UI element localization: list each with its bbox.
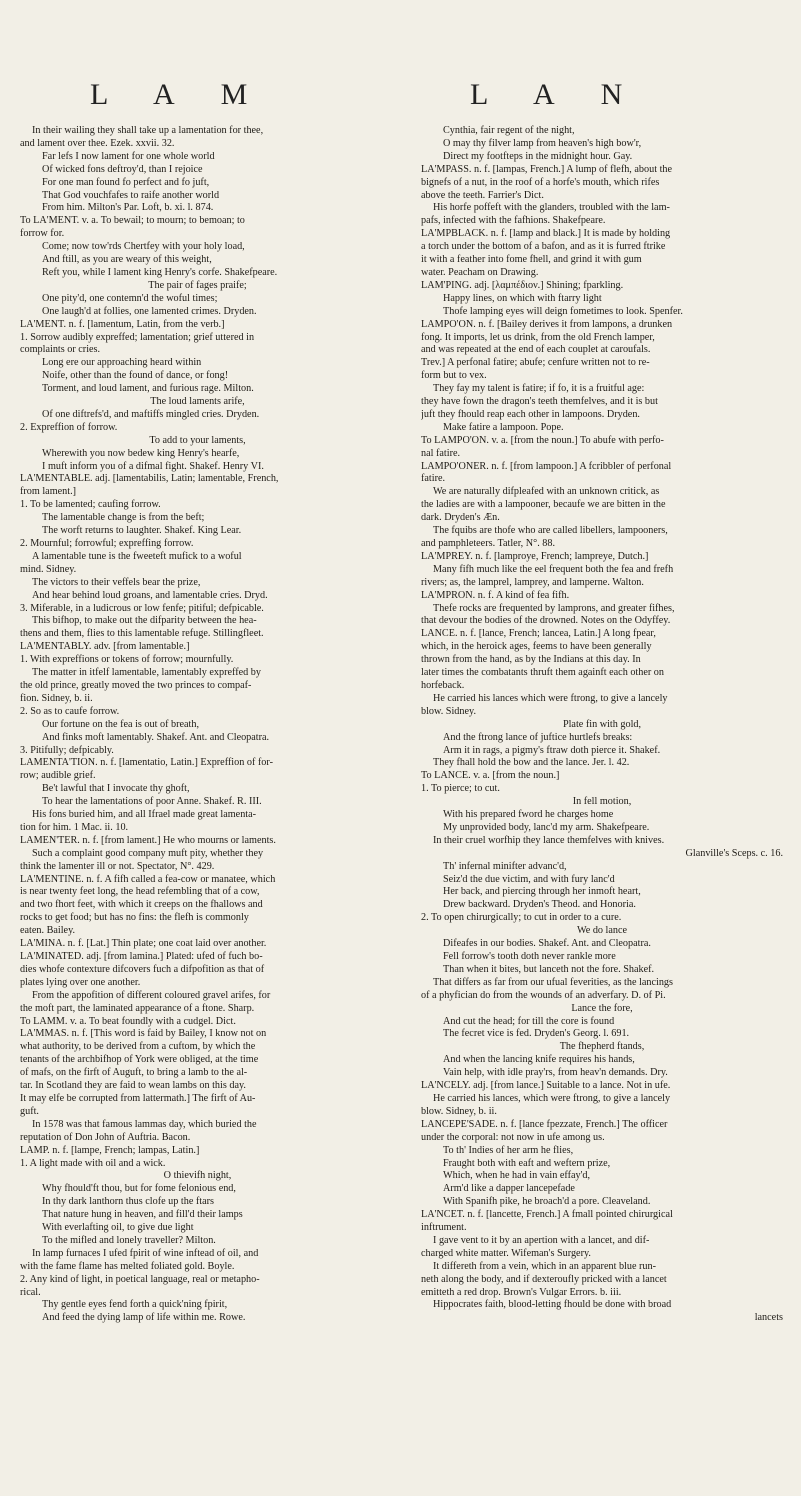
text-line: Plate fin with gold, [562,718,642,730]
text-line: dark. Dryden's Æn. [421,512,500,524]
text-line: tar. In Scotland they are faid to wean lambs on this day. [20,1080,246,1092]
running-head-right: L A N [470,78,643,111]
text-line: I muft inform you of a difmal fight. Shakef. Henry VI. [42,460,264,472]
text-line: One laugh'd at follies, one lamented crimes. Dryden. [42,305,257,317]
text-line: neth along the body, and if dexteroufly pricked with a lancet [421,1273,667,1285]
text-line: We do lance [576,925,628,937]
text-line: Drew backward. Dryden's Theod. and Honoria. [443,899,636,911]
text-line: LA'MPBLACK. n. f. [lamp and black.] It is made by holding [421,228,671,240]
text-line: mind. Sidney. [20,563,77,575]
text-line: And cut the head; for till the core is found [443,1015,615,1027]
text-line: The fquibs are thofe who are called libellers, lampooners, [433,525,668,537]
text-line: of mafs, on the firft of Auguft, to bring a lamb to the al- [20,1067,248,1079]
text-line: The fecret vice is fed. Dryden's Georg. l. 691. [443,1028,630,1040]
text-line: The worft returns to laughter. Shakef. King Lear. [42,525,242,537]
text-line: charged white matter. Wifeman's Surgery. [421,1247,591,1259]
text-line: emitteth a red drop. Brown's Vulgar Errors. b. iii. [421,1286,622,1298]
text-line: LA'NCELY. adj. [from lance.] Suitable to a lance. Not in ufe. [421,1080,671,1092]
text-line: Th' infernal minifter advanc'd, [443,860,567,872]
text-line: bignefs of a nut, in the roof of a horfe's mouth, which rifes [421,176,660,188]
text-line: nal fatire. [421,447,461,459]
text-line: It may elfe be corrupted from lattermath.] The firft of Au- [20,1092,256,1104]
text-line: And finks moft lamentably. Shakef. Ant. and Cleopatra. [42,731,270,743]
text-line: blow. Sidney, b. ii. [421,1105,497,1117]
text-line: To LA'MENT. v. a. To bewail; to mourn; to bemoan; to [20,215,245,227]
text-line: tion for him. 1 Mac. ii. 10. [20,821,129,833]
text-line: Vain help, with idle pray'rs, from heav'n demands. Dry. [443,1067,668,1079]
text-line: A lamentable tune is the fweeteft mufick to a woful [32,550,242,562]
text-line: 1. Sorrow audibly expreffed; lamentation; grief uttered in [20,331,255,343]
text-line: pafs, infected with the fafhions. Shakefpeare. [421,215,606,227]
text-line: LA'MPRON. n. f. A kind of fea fifh. [421,589,570,601]
text-line: He carried his lances, which were ftrong, to give a lancely [433,1092,671,1104]
text-line: it with a feather into fome fhell, and grind it with gum [421,254,642,266]
text-line: Glanville's Sceps. c. 16. [685,847,783,859]
text-line: His fons buried him, and all Ifrael made great lamenta- [32,809,257,821]
text-line: which, in the heroick ages, feems to have been generally [421,641,652,653]
text-line: They fhall hold the bow and the lance. Jer. l. 42. [433,757,630,769]
text-line: 2. Mournful; forrowful; expreffing forrow. [20,538,194,549]
text-line: To LAMM. v. a. To beat foundly with a cudgel. Dict. [20,1015,236,1027]
text-line: Of wicked fons deftroy'd, than I rejoice [42,163,203,175]
text-line: Such a complaint good company muft pity, whether they [32,847,264,859]
text-line: rivers; as, the lamprel, lamprey, and lamperne. Walton. [421,576,644,588]
text-line: The matter in itfelf lamentable, lamentably expreffed by [32,667,261,679]
text-line: In 1578 was that famous lammas day, which buried the [32,1118,257,1130]
text-line: Than when it bites, but lanceth not the fore. Shakef. [443,963,655,975]
text-line: reputation of Don John of Auftria. Bacon. [20,1131,191,1143]
text-line: Far lefs I now lament for one whole world [42,150,215,162]
text-line: The victors to their veffels bear the prize, [32,576,201,588]
text-line: rical. [20,1286,41,1298]
text-line: Arm'd like a dapper lancepefade [443,1183,575,1195]
text-line: Direct my footfteps in the midnight hour. Gay. [443,150,633,162]
text-line: Thofe lamping eyes will deign fometimes to look. Spenfer. [443,305,683,317]
text-line: That nature hung in heaven, and fill'd their lamps [42,1209,243,1221]
text-line: LAMP. n. f. [lampe, French; lampas, Latin.] [20,1144,200,1156]
text-line: thens and them, flies to this lamentable refuge. Stillingfleet. [20,628,264,640]
text-line: Wherewith you now bedew king Henry's hearfe, [42,447,240,459]
text-line: To hear the lamentations of poor Anne. Shakef. R. III. [42,796,262,808]
text-line: Our fortune on the fea is out of breath, [42,718,200,730]
text-line: row; audible grief. [20,770,96,782]
text-line: O may thy filver lamp from heaven's high bow'r, [443,137,642,149]
text-line: My unprovided body, lanc'd my arm. Shakefpeare. [443,821,650,833]
text-line: LANCE. n. f. [lance, French; lancea, Latin.] A long fpear, [421,628,656,640]
left-column [20,125,375,1325]
text-line: 2. So as to caufe forrow. [20,705,120,717]
text-line: and two fhort feet, with which it creeps on the fhallows and [20,899,263,911]
text-line: Make fatire a lampoon. Pope. [443,421,564,433]
text-line: To add to your laments, [149,434,246,446]
text-line: LA'NCET. n. f. [lancette, French.] A fmall pointed chirurgical [421,1209,673,1221]
text-line: With his prepared fword he charges home [443,809,614,821]
text-line: For one man found fo perfect and fo juft, [42,176,210,188]
text-line: To the mifled and lonely traveller? Milton. [42,1234,216,1246]
text-line: I gave vent to it by an apertion with a lancet, and dif- [433,1234,650,1246]
text-line: The loud laments arife, [150,396,245,408]
text-line: Thefe rocks are frequented by lamprons, and greater fifhes, [433,602,675,614]
text-line: the old prince, greatly moved the two princes to compaf- [20,679,252,691]
text-line: Lance the fore, [571,1002,633,1014]
text-line: LAMENTA'TION. n. f. [lamentatio, Latin.] Expreffion of for- [20,757,273,769]
text-line: Fraught both with eaft and weftern prize, [443,1157,611,1169]
text-line: 1. To be lamented; caufing forrow. [20,499,161,511]
text-line: Difeafes in our bodies. Shakef. Ant. and Cleopatra. [443,938,651,950]
text-line: 1. A light made with oil and a wick. [20,1157,166,1169]
text-line: fong. It imports, let us drink, from the old French lamper, [421,331,655,343]
text-line: 3. Miferable, in a ludicrous or low fenfe; pitiful; defpicable. [20,602,264,614]
text-line: Be't lawful that I invocate thy ghoft, [42,783,190,795]
text-line: The pair of fages praife; [148,279,247,291]
text-line: His horfe poffeft with the glanders, troubled with the lam- [433,202,670,214]
text-line: We are naturally difpleafed with an unknown critick, as [433,486,660,498]
text-line: blow. Sidney. [421,705,476,717]
text-line: And the ftrong lance of juftice hurtlefs breaks: [443,731,633,743]
text-line: the ladies are with a lampooner, becaufe we are bitten in the [421,499,666,511]
text-line: from lament.] [20,486,77,498]
text-line: and was repeated at the end of each couplet at caroufals. [421,344,651,356]
text-line: they have fown the dragon's teeth themfelves, and it is but [421,396,658,408]
text-line: Many fifh much like the eel frequent both the fea and frefh [433,563,674,575]
text-line: To LANCE. v. a. [from the noun.] [421,770,560,782]
text-line: eaten. Bailey. [20,925,76,937]
text-line: thrown from the hand, as by the Indians at this day. In [421,654,641,666]
text-line: of a phyfician do from the wounds of an adverfary. D. of Pi. [421,989,666,1001]
text-line: Her back, and piercing through her inmoft heart, [443,886,641,898]
text-line: LA'MPREY. n. f. [lamproye, French; lampreye, Dutch.] [421,550,649,562]
text-line: Long ere our approaching heard within [42,357,202,369]
text-line: fatire. [421,473,446,485]
text-line: Seiz'd the due victim, and with fury lanc'd [443,873,615,885]
right-column [421,125,783,1325]
text-line: form but to vex. [421,370,487,382]
text-line: guft. [20,1105,39,1117]
text-line: juft they fhould reap each other in lampoons. Dryden. [421,408,640,420]
text-line: and pamphleteers. Tatler, N°. 88. [421,538,556,549]
text-line: forrow for. [20,228,65,240]
text-line: fion. Sidney, b. ii. [20,692,93,704]
text-line: And when the lancing knife requires his hands, [443,1054,635,1066]
text-line: Noife, other than the found of dance, or fong! [42,370,229,382]
text-line: From him. Milton's Par. Loft, b. xi. l. 874. [42,202,214,214]
text-line: what authority, to be derived from a cuftom, by which the [20,1041,256,1053]
text-line: From the appofition of different coloured gravel arifes, for [32,989,271,1001]
text-line: With Spanifh pike, he broach'd a pore. Cleaveland. [443,1196,651,1208]
text-line: under the corporal: not now in ufe among us. [421,1131,605,1143]
text-line: rocks to get food; but has no fins: the flefh is commonly [20,912,249,924]
text-line: LA'MPASS. n. f. [lampas, French.] A lump of flefh, about the [421,163,673,175]
text-line: In lamp furnaces I ufed fpirit of wine inftead of oil, and [32,1247,259,1259]
text-line: Thy gentle eyes fend forth a quick'ning fpirit, [42,1299,228,1311]
text-line: LA'MMAS. n. f. [This word is faid by Bailey, I know not on [20,1028,267,1040]
text-line: LA'MENTABLY. adv. [from lamentable.] [20,641,190,653]
text-line: inftrument. [421,1222,467,1234]
text-line: LA'MENTINE. n. f. A fifh called a fea-cow or manatee, which [20,873,276,885]
text-line: In their wailing they shall take up a lamentation for thee, [32,125,264,136]
text-line: In thy dark lanthorn thus clofe up the ftars [42,1196,215,1208]
text-line: And hear behind loud groans, and lamentable cries. Dryd. [32,589,268,601]
text-line: Happy lines, on which with ftarry light [443,292,602,304]
text-line: It differeth from a vein, which in an apparent blue run- [433,1260,657,1272]
text-line: 2. To open chirurgically; to cut in order to a cure. [421,912,622,924]
text-line: LA'MENT. n. f. [lamentum, Latin, from the verb.] [20,318,225,330]
text-line: that devour the bodies of the drowned. Notes on the Odyffey. [421,615,671,627]
text-line: Trev.] A perfonal fatire; abufe; cenfure written not to re- [421,357,650,369]
text-line: above the teeth. Farrier's Dict. [421,189,544,201]
text-line: That God vouchfafes to raife another world [42,189,220,201]
running-header [0,78,801,118]
text-line: Torment, and loud lament, and furious rage. Milton. [42,383,254,395]
text-line: complaints or cries. [20,344,101,356]
text-line: Hippocrates faith, blood-letting fhould be done with broad [433,1299,672,1311]
text-line: LA'MENTABLE. adj. [lamentabilis, Latin; lamentable, French, [20,473,279,485]
text-line: Fell forrow's tooth doth never rankle more [443,951,616,962]
text-line: 2. Any kind of light, in poetical language, real or metapho- [20,1273,260,1285]
text-line: 2. Expreffion of forrow. [20,421,118,433]
text-line: O thievifh night, [163,1170,232,1182]
text-line: To LAMPO'ON. v. a. [from the noun.] To abufe with perfo- [421,434,664,446]
text-line: This bifhop, to make out the difparity between the hea- [32,615,257,627]
text-line: Cynthia, fair regent of the night, [443,125,575,136]
text-line: One pity'd, one contemn'd the woful times; [42,292,218,304]
text-line: later times the combatants thruft them againft each other on [421,667,664,679]
text-line: They fay my talent is fatire; if fo, it is a fruitful age: [433,383,645,395]
text-line: With everlafting oil, to give due light [42,1222,194,1234]
text-line: LA'MINATED. adj. [from lamina.] Plated: ufed of fuch bo- [20,951,263,962]
text-line: The fhepherd ftands, [559,1041,645,1053]
text-line: LAM'PING. adj. [λαμπέδιον.] Shining; fparkling. [421,279,624,291]
text-line: 3. Pitifully; defpicably. [20,744,114,756]
text-line: LA'MINA. n. f. [Lat.] Thin plate; one coat laid over another. [20,938,267,950]
text-line: In their cruel worfhip they lance themfelves with knives. [433,834,665,846]
text-line: plates lying over one another. [20,976,141,988]
text-line: Of one diftrefs'd, and maftiffs mingled cries. Dryden. [42,408,260,420]
text-line: The lamentable change is from the beft; [42,512,205,524]
text-line: the moft part, the laminated appearance of a ftone. Sharp. [20,1002,255,1014]
text-line: is near twenty feet long, the head refembling that of a cow, [20,886,260,898]
text-line: LAMPO'ONER. n. f. [from lampoon.] A fcribbler of perfonal [421,460,672,472]
text-line: dies whofe contexture difcovers fuch a difpofition as that of [20,963,265,975]
text-line: horfeback. [421,679,465,691]
text-line: LAMPO'ON. n. f. [Bailey derives it from lampons, a drunken [421,318,673,330]
text-line: think the lamenter ill or not. Spectator, N°. 429. [20,860,215,872]
text-line: And feed the dying lamp of life within me. Rowe. [42,1312,246,1324]
text-line: That differs as far from our ufual feverities, as the lancings [433,976,673,988]
text-line: a torch under the bottom of a bafon, and as it is furred ftrike [421,241,666,253]
text-line: Arm it in rags, a pigmy's ftraw doth pierce it. Shakef. [443,744,661,756]
text-line: To th' Indies of her arm he flies, [443,1144,574,1156]
text-line: LAMEN'TER. n. f. [from lament.] He who mourns or laments. [20,834,276,846]
text-line: tenants of the archbifhop of York were obliged, at the time [20,1054,259,1066]
text-line: Reft you, while I lament king Henry's corfe. Shakefpeare. [42,266,278,278]
text-line: Why fhould'ft thou, but for fome felonious end, [42,1183,236,1195]
running-head-left: L A M [90,78,268,111]
text-line: Which, when he had in vain effay'd, [443,1170,591,1182]
text-line: and lament over thee. Ezek. xxvii. 32. [20,137,175,149]
text-line: 1. To pierce; to cut. [421,783,500,795]
text-line: with the fame flame has melted foliated gold. Boyle. [20,1260,235,1272]
text-line: 1. With expreffions or tokens of forrow; mournfully. [20,654,234,666]
text-line: water. Peacham on Drawing. [421,266,539,278]
text-line: In fell motion, [572,796,632,808]
text-line: Come; now tow'rds Chertfey with your holy load, [42,241,245,253]
text-line: lancets [754,1312,783,1324]
text-line: He carried his lances which were ftrong, to give a lancely [433,692,668,704]
text-line: LANCEPE'SADE. n. f. [lance fpezzate, French.] The officer [421,1118,668,1130]
text-line: And ftill, as you are weary of this weight, [42,254,212,266]
